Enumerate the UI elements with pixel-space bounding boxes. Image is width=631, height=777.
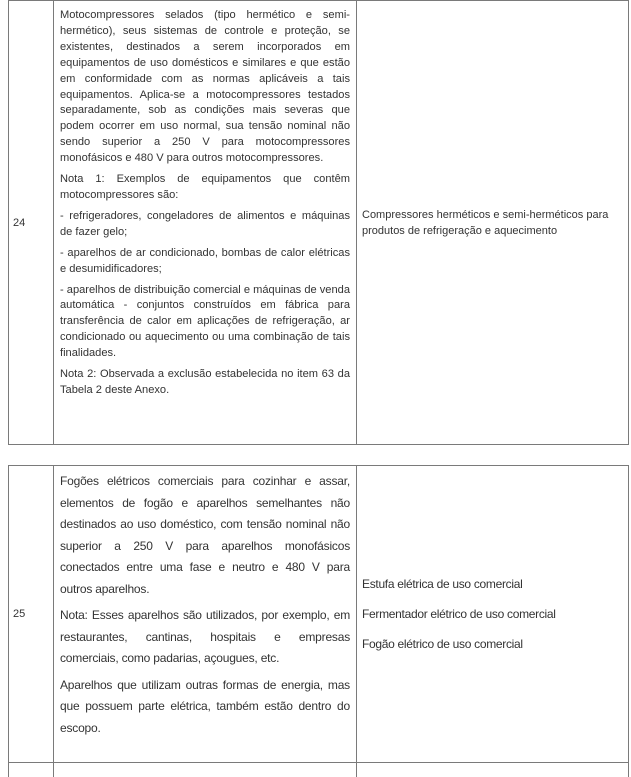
item-number-cell xyxy=(9,466,54,763)
products-cell xyxy=(357,1,629,445)
description-paragraph: Motocompressores selados (tipo hermético e semi-hermético), seus sistemas de controle e proteção, se existentes, destinados a serem incorporados em equipamentos de uso domésticos e similares e que estão em conformidade com as normas aplicáveis a tais equipamentos. Aplica-se a motocompressores testados separadamente, sob as condições mais severas que podem ocorrer em uso normal, sua tensão nominal não sendo superior a 250 V para motocompressores monofásicos e 480 V para outros motocompressores. xyxy=(60,8,350,167)
empty-cell xyxy=(357,763,629,777)
empty-cell xyxy=(9,763,54,777)
product-item: Estufa elétrica de uso comercial xyxy=(362,569,626,599)
table-row xyxy=(9,1,629,445)
note-list-item: - aparelhos de ar condicionado, bombas de calor elétricas e desumidificadores; xyxy=(60,246,350,278)
description-paragraph: Fogões elétricos comerciais para cozinhar e assar, elementos de fogão e aparelhos semelhantes não destinados ao uso doméstico, com tensão nominal não superior a 250 V para aparelhos monofásicos conectados entre uma fase e neutro e 480 V para outros aparelhos. xyxy=(60,471,350,600)
description-cell xyxy=(54,1,357,445)
table-row xyxy=(9,466,629,763)
product-item: Compressores herméticos e semi-herméticos para produtos de refrigeração e aquecimento xyxy=(362,207,626,239)
note-list-item: - refrigeradores, congeladores de alimentos e máquinas de fazer gelo; xyxy=(60,209,350,241)
products-cell xyxy=(357,466,629,763)
item-number: 24 xyxy=(13,217,25,229)
product-item: Fogão elétrico de uso comercial xyxy=(362,629,626,659)
note-paragraph: Nota 2: Observada a exclusão estabelecida no item 63 da Tabela 2 deste Anexo. xyxy=(60,367,350,399)
description-cell xyxy=(54,466,357,763)
note-paragraph: Nota: Esses aparelhos são utilizados, por exemplo, em restaurantes, cantinas, hospitais e empresas comerciais, como padarias, açougues, etc. xyxy=(60,605,350,670)
item-number: 25 xyxy=(13,608,25,620)
table-item-24 xyxy=(8,0,629,445)
empty-cell xyxy=(54,763,357,777)
table-row-continuation xyxy=(9,763,629,777)
description-paragraph: Aparelhos que utilizam outras formas de energia, mas que possuem parte elétrica, também estão dentro do escopo. xyxy=(60,675,350,740)
note-list-item: - aparelhos de distribuição comercial e máquinas de venda automática - conjuntos construídos em fábrica para transferência de calor em aplicações de refrigeração, ar condicionado ou aquecimento ou uma combinação de tais finalidades. xyxy=(60,283,350,363)
note-paragraph: Nota 1: Exemplos de equipamentos que contêm motocompressores são: xyxy=(60,172,350,204)
item-number-cell xyxy=(9,1,54,445)
product-item: Fermentador elétrico de uso comercial xyxy=(362,599,626,629)
table-item-25 xyxy=(8,465,629,777)
